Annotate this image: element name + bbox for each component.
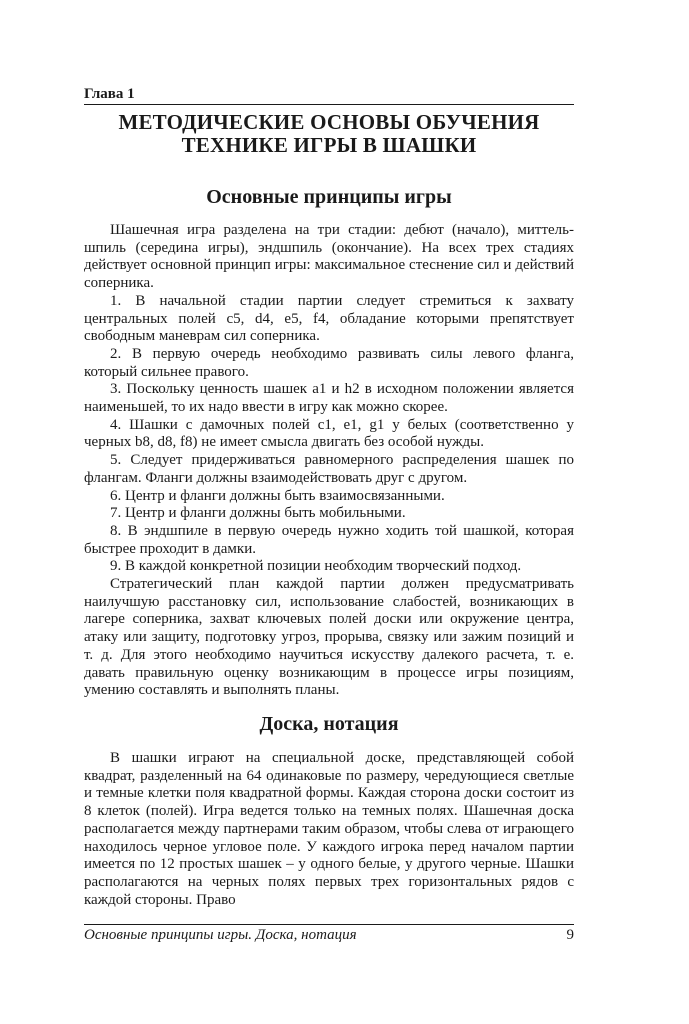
page-footer — [84, 927, 574, 944]
paragraph: В шашки играют на специальной доске, представляющей собой квадрат, разделенный на 64 одинаковые по размеру, чередующиеся светлые и темные клетки поля квадратной формы. Каждая сторона доски состоит из 8 клеток (полей). Игра ведется только на темных полях. Шашечная доска располагается между партнерами таким образом, чтобы слева от играющего находилось черное угловое поле. У каждого игрока перед началом партии имеется по 12 простых шашек – у одного белые, у другого черные. Шашки располагаются на черных полях первых трех горизонтальных рядов с каждой стороны. Право — [84, 750, 574, 908]
chapter-title-line-2: ТЕХНИКЕ ИГРЫ В ШАШКИ — [181, 133, 477, 157]
principle-item: 3. Поскольку ценность шашек a1 и h2 в исходном положении является наименьшей, то их надо ввести в игру как можно скорее. — [84, 381, 574, 416]
principle-item: 4. Шашки с дамочных полей c1, e1, g1 у белых (соответственно у черных b8, d8, f8) не имеет смысла двигать без особой нужды. — [84, 416, 574, 451]
principle-item: 6. Центр и фланги должны быть взаимосвязанными. — [110, 487, 445, 504]
principle-item: 9. В каждой конкретной позиции необходим творческий подход. — [110, 558, 522, 575]
chapter-title — [84, 111, 574, 157]
section-body-board — [84, 750, 574, 909]
principle-item: 1. В начальной стадии партии следует стремиться к захвату центральных полей c5, d4, e5, f4, обладание которыми препятствует свободным маневрам сил соперника. — [84, 292, 574, 345]
section-body-principles — [84, 222, 574, 700]
running-title: Основные принципы игры. Доска, нотация — [84, 927, 357, 943]
header-rule — [84, 104, 574, 105]
paragraph: Шашечная игра разделена на три стадии: дебют (начало), миттель-шпиль (середина игры), эндшпиль (окончание). На всех трех стадиях действует основной принцип игры: максимальное стеснение сил и действий соперника. — [84, 222, 574, 292]
principle-item: 8. В эндшпиле в первую очередь нужно ходить той шашкой, которая быстрее проходит в дамки. — [84, 522, 574, 557]
section-title-principles: Основные принципы игры — [206, 186, 452, 208]
chapter-title-line-1: МЕТОДИЧЕСКИЕ ОСНОВЫ ОБУЧЕНИЯ — [118, 110, 540, 134]
footer-rule — [84, 924, 574, 925]
principle-item: 7. Центр и фланги должны быть мобильными. — [110, 505, 406, 522]
principle-item: 5. Следует придерживаться равномерного распределения шашек по флангам. Фланги должны взаимодействовать друг с другом. — [84, 452, 574, 486]
page-number: 9 — [566, 927, 574, 943]
paragraph: Стратегический план каждой партии должен предусматривать наилучшую расстановку сил, использование слабостей, возникающих в лагере соперника, захват ключевых полей доски или окружение центра, атаку или защиту, подготовку угроз, прорыва, связку или зажим позиций и т. д. Для этого необходимо научиться искусству далекого расчета, т. е. давать правильную оценку возникающим в процессе игры позициям, умению составлять и выполнять планы. — [84, 576, 574, 699]
section-title-board: Доска, нотация — [259, 713, 399, 735]
principle-item: 2. В первую очередь необходимо развивать силы левого фланга, который сильнее правого. — [84, 345, 574, 380]
chapter-label: Глава 1 — [84, 86, 135, 102]
